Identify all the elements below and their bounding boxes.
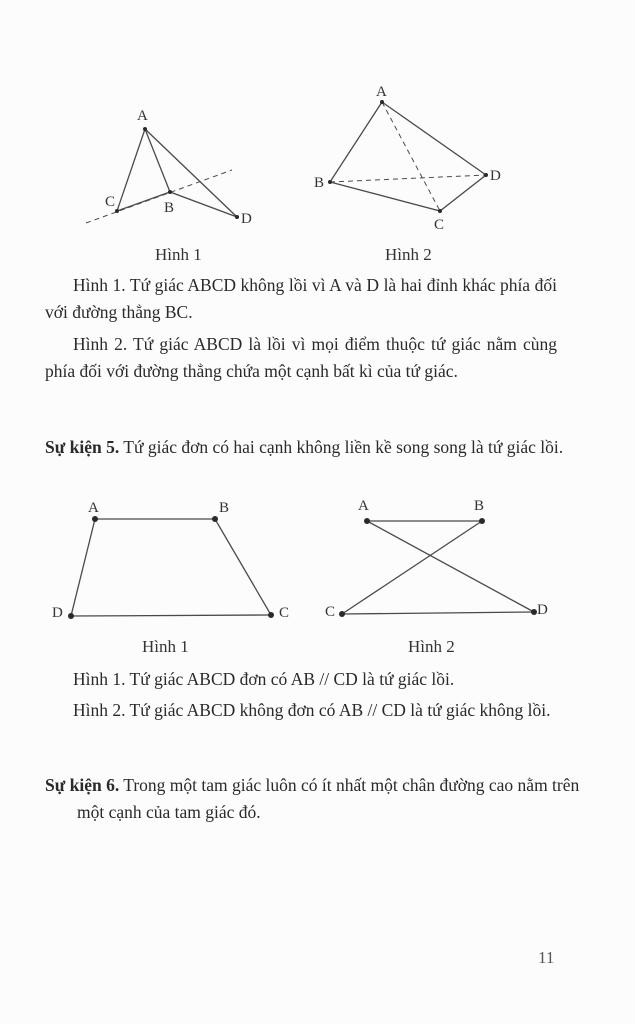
paragraph-hinh1-explanation: Hình 1. Tứ giác ABCD không lồi vì A và D là hai đỉnh khác phía đối với đường thẳng BC. bbox=[45, 275, 557, 322]
caption-top-fig1: Hình 1 bbox=[155, 245, 202, 264]
fact-6-text: Trong một tam giác luôn có ít nhất một chân đường cao nằm trên một cạnh của tam giác đó. bbox=[77, 775, 580, 822]
caption-mid-fig1: Hình 1 bbox=[142, 637, 189, 656]
caption-mid-fig2: Hình 2 bbox=[408, 637, 455, 656]
fact-5 bbox=[45, 434, 597, 461]
point-d bbox=[68, 613, 74, 619]
point-c bbox=[339, 611, 345, 617]
label-b: B bbox=[164, 200, 175, 216]
point-b bbox=[479, 518, 485, 524]
point-a bbox=[380, 100, 384, 104]
caption-top-fig2: Hình 2 bbox=[385, 245, 432, 264]
segment-cd bbox=[342, 612, 534, 614]
quadrilateral-acbd bbox=[117, 129, 237, 217]
figure-top-2 bbox=[300, 75, 520, 270]
figure-top-1 bbox=[80, 80, 280, 270]
point-a bbox=[92, 516, 98, 522]
figure-mid-1 bbox=[40, 495, 310, 660]
segment-bc bbox=[342, 521, 482, 614]
label-a: A bbox=[376, 84, 387, 100]
figure-top-2-diagram bbox=[300, 75, 520, 270]
label-b: B bbox=[474, 498, 485, 514]
label-d: D bbox=[52, 605, 63, 621]
fact-6 bbox=[45, 772, 597, 826]
label-c: C bbox=[105, 194, 116, 210]
fact-5-text: Tứ giác đơn có hai cạnh không liền kề song song là tứ giác lồi. bbox=[119, 437, 564, 457]
segment-ab bbox=[145, 129, 170, 192]
quadrilateral-abcd bbox=[330, 102, 486, 211]
page-number: 11 bbox=[538, 948, 555, 967]
segment-ad bbox=[367, 521, 534, 612]
figure-top-1-diagram bbox=[80, 80, 280, 270]
label-c: C bbox=[434, 217, 445, 233]
point-b bbox=[168, 190, 172, 194]
figure-mid-1-diagram bbox=[40, 495, 310, 660]
point-c bbox=[115, 209, 119, 213]
diagonal-bd bbox=[330, 175, 486, 182]
label-c: C bbox=[279, 605, 290, 621]
diagonal-ac bbox=[382, 102, 440, 211]
point-c bbox=[268, 612, 274, 618]
figure-mid-2 bbox=[315, 490, 565, 660]
point-c bbox=[438, 209, 442, 213]
label-a: A bbox=[88, 500, 99, 516]
trapezoid-abcd bbox=[71, 519, 271, 616]
paragraph-hinh1-trapezoid: Hình 1. Tứ giác ABCD đơn có AB // CD là tứ giác lồi. bbox=[73, 669, 455, 689]
paragraph-hinh2-crossed: Hình 2. Tứ giác ABCD không đơn có AB // CD là tứ giác không lồi. bbox=[73, 700, 551, 720]
label-a: A bbox=[358, 498, 369, 514]
point-b bbox=[212, 516, 218, 522]
paragraph-hinh2-explanation: Hình 2. Tứ giác ABCD là lồi vì mọi điểm thuộc tứ giác nằm cùng phía đối với đường thẳng chứa một cạnh bất kì của tứ giác. bbox=[45, 334, 557, 381]
label-b: B bbox=[314, 175, 325, 191]
label-d: D bbox=[490, 168, 501, 184]
point-a bbox=[143, 127, 147, 131]
point-b bbox=[328, 180, 332, 184]
point-a bbox=[364, 518, 370, 524]
point-d bbox=[235, 215, 239, 219]
fact-6-label: Sự kiện 6. bbox=[45, 775, 120, 795]
label-b: B bbox=[219, 500, 230, 516]
label-d: D bbox=[241, 211, 252, 227]
label-c: C bbox=[325, 604, 336, 620]
label-a: A bbox=[137, 108, 148, 124]
fact-5-label: Sự kiện 5. bbox=[45, 437, 120, 457]
label-d: D bbox=[537, 602, 548, 618]
figure-mid-2-diagram bbox=[315, 490, 565, 660]
point-d bbox=[484, 173, 488, 177]
